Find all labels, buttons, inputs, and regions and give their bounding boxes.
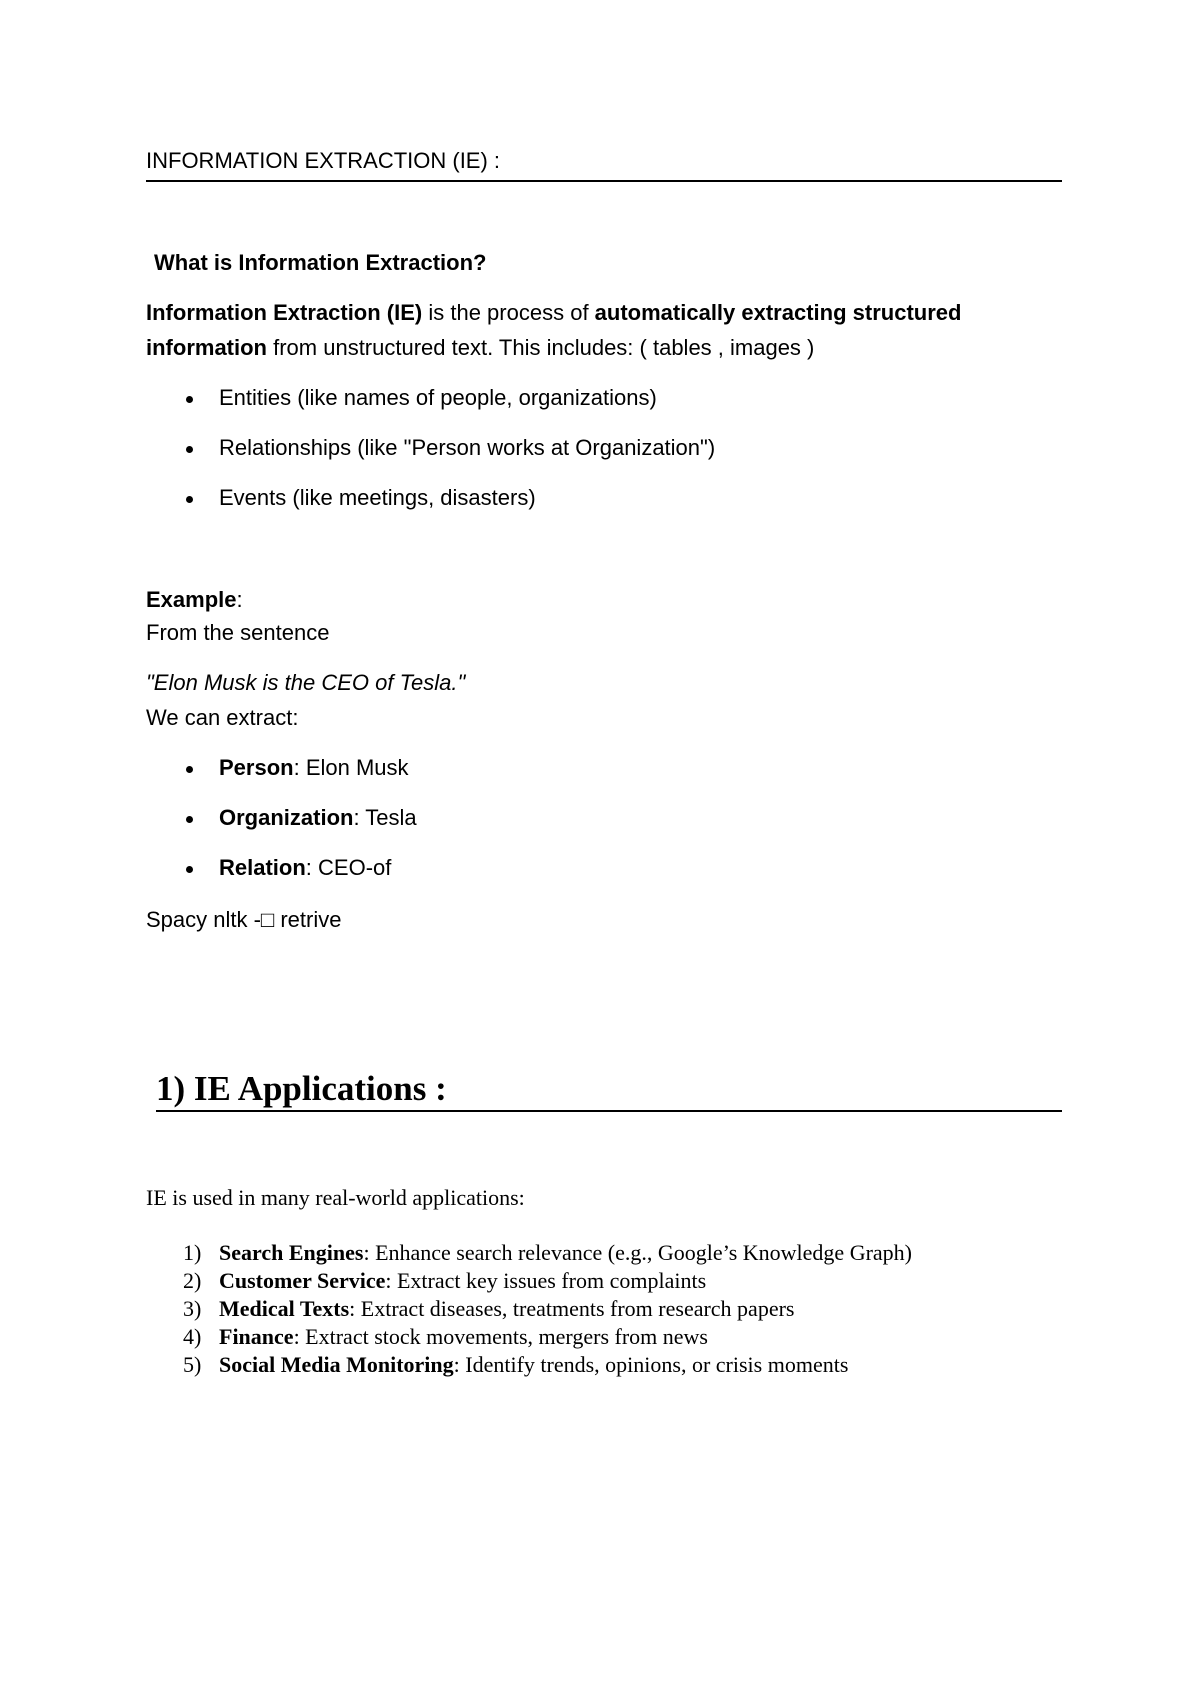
section-heading: 1) IE Applications : — [156, 1069, 447, 1108]
bullet-icon — [186, 396, 193, 403]
bullet-icon — [186, 446, 193, 453]
note-line: Spacy nltk -□ retrive — [146, 907, 342, 932]
section-heading: INFORMATION EXTRACTION (IE) : — [146, 148, 501, 173]
heading-underline — [146, 180, 1062, 182]
bullet-icon — [186, 866, 193, 873]
example-line-1: From the sentence — [146, 620, 330, 645]
bullet-icon — [186, 816, 193, 823]
bullet-icon — [186, 496, 193, 503]
list-number: 3) — [183, 1296, 202, 1321]
example-label: Example: — [146, 587, 243, 612]
intro-term: Information Extraction (IE) — [146, 300, 423, 325]
list-item: Entities (like names of people, organizations) — [219, 385, 657, 410]
list-item: Search Engines: Enhance search relevance (e.g., Google’s Knowledge Graph) — [219, 1240, 912, 1265]
example-line-2: We can extract: — [146, 705, 299, 730]
list-number: 1) — [183, 1240, 202, 1265]
bullet-icon — [186, 766, 193, 773]
list-number: 2) — [183, 1268, 202, 1293]
intro-emphasis-1: automatically extracting structured — [594, 300, 962, 325]
list-item: Relationships (like "Person works at Organization") — [219, 435, 716, 460]
list-item: Customer Service: Extract key issues from complaints — [219, 1268, 707, 1293]
list-item: Finance: Extract stock movements, mergers from news — [219, 1324, 708, 1349]
example-quote: "Elon Musk is the CEO of Tesla." — [146, 670, 466, 695]
list-item: Medical Texts: Extract diseases, treatments from research papers — [219, 1296, 795, 1321]
list-item: Events (like meetings, disasters) — [219, 485, 536, 510]
intro-mid: is the process of — [422, 300, 595, 325]
subheading: What is Information Extraction? — [154, 250, 487, 275]
list-number: 5) — [183, 1352, 202, 1377]
list-number: 4) — [183, 1324, 202, 1349]
intro-emphasis-2: information — [146, 335, 267, 360]
intro-rest: from unstructured text. This includes: ( tables , images ) — [267, 335, 815, 360]
list-item: Social Media Monitoring: Identify trends, opinions, or crisis moments — [219, 1352, 849, 1377]
intro-line-2 — [146, 335, 814, 361]
intro-line-1 — [146, 300, 961, 326]
list-item: Organization: Tesla — [219, 805, 417, 830]
heading-underline — [156, 1110, 1062, 1112]
list-item: Person: Elon Musk — [219, 755, 409, 780]
applications-intro: IE is used in many real-world applications: — [146, 1185, 525, 1210]
list-item: Relation: CEO-of — [219, 855, 392, 880]
